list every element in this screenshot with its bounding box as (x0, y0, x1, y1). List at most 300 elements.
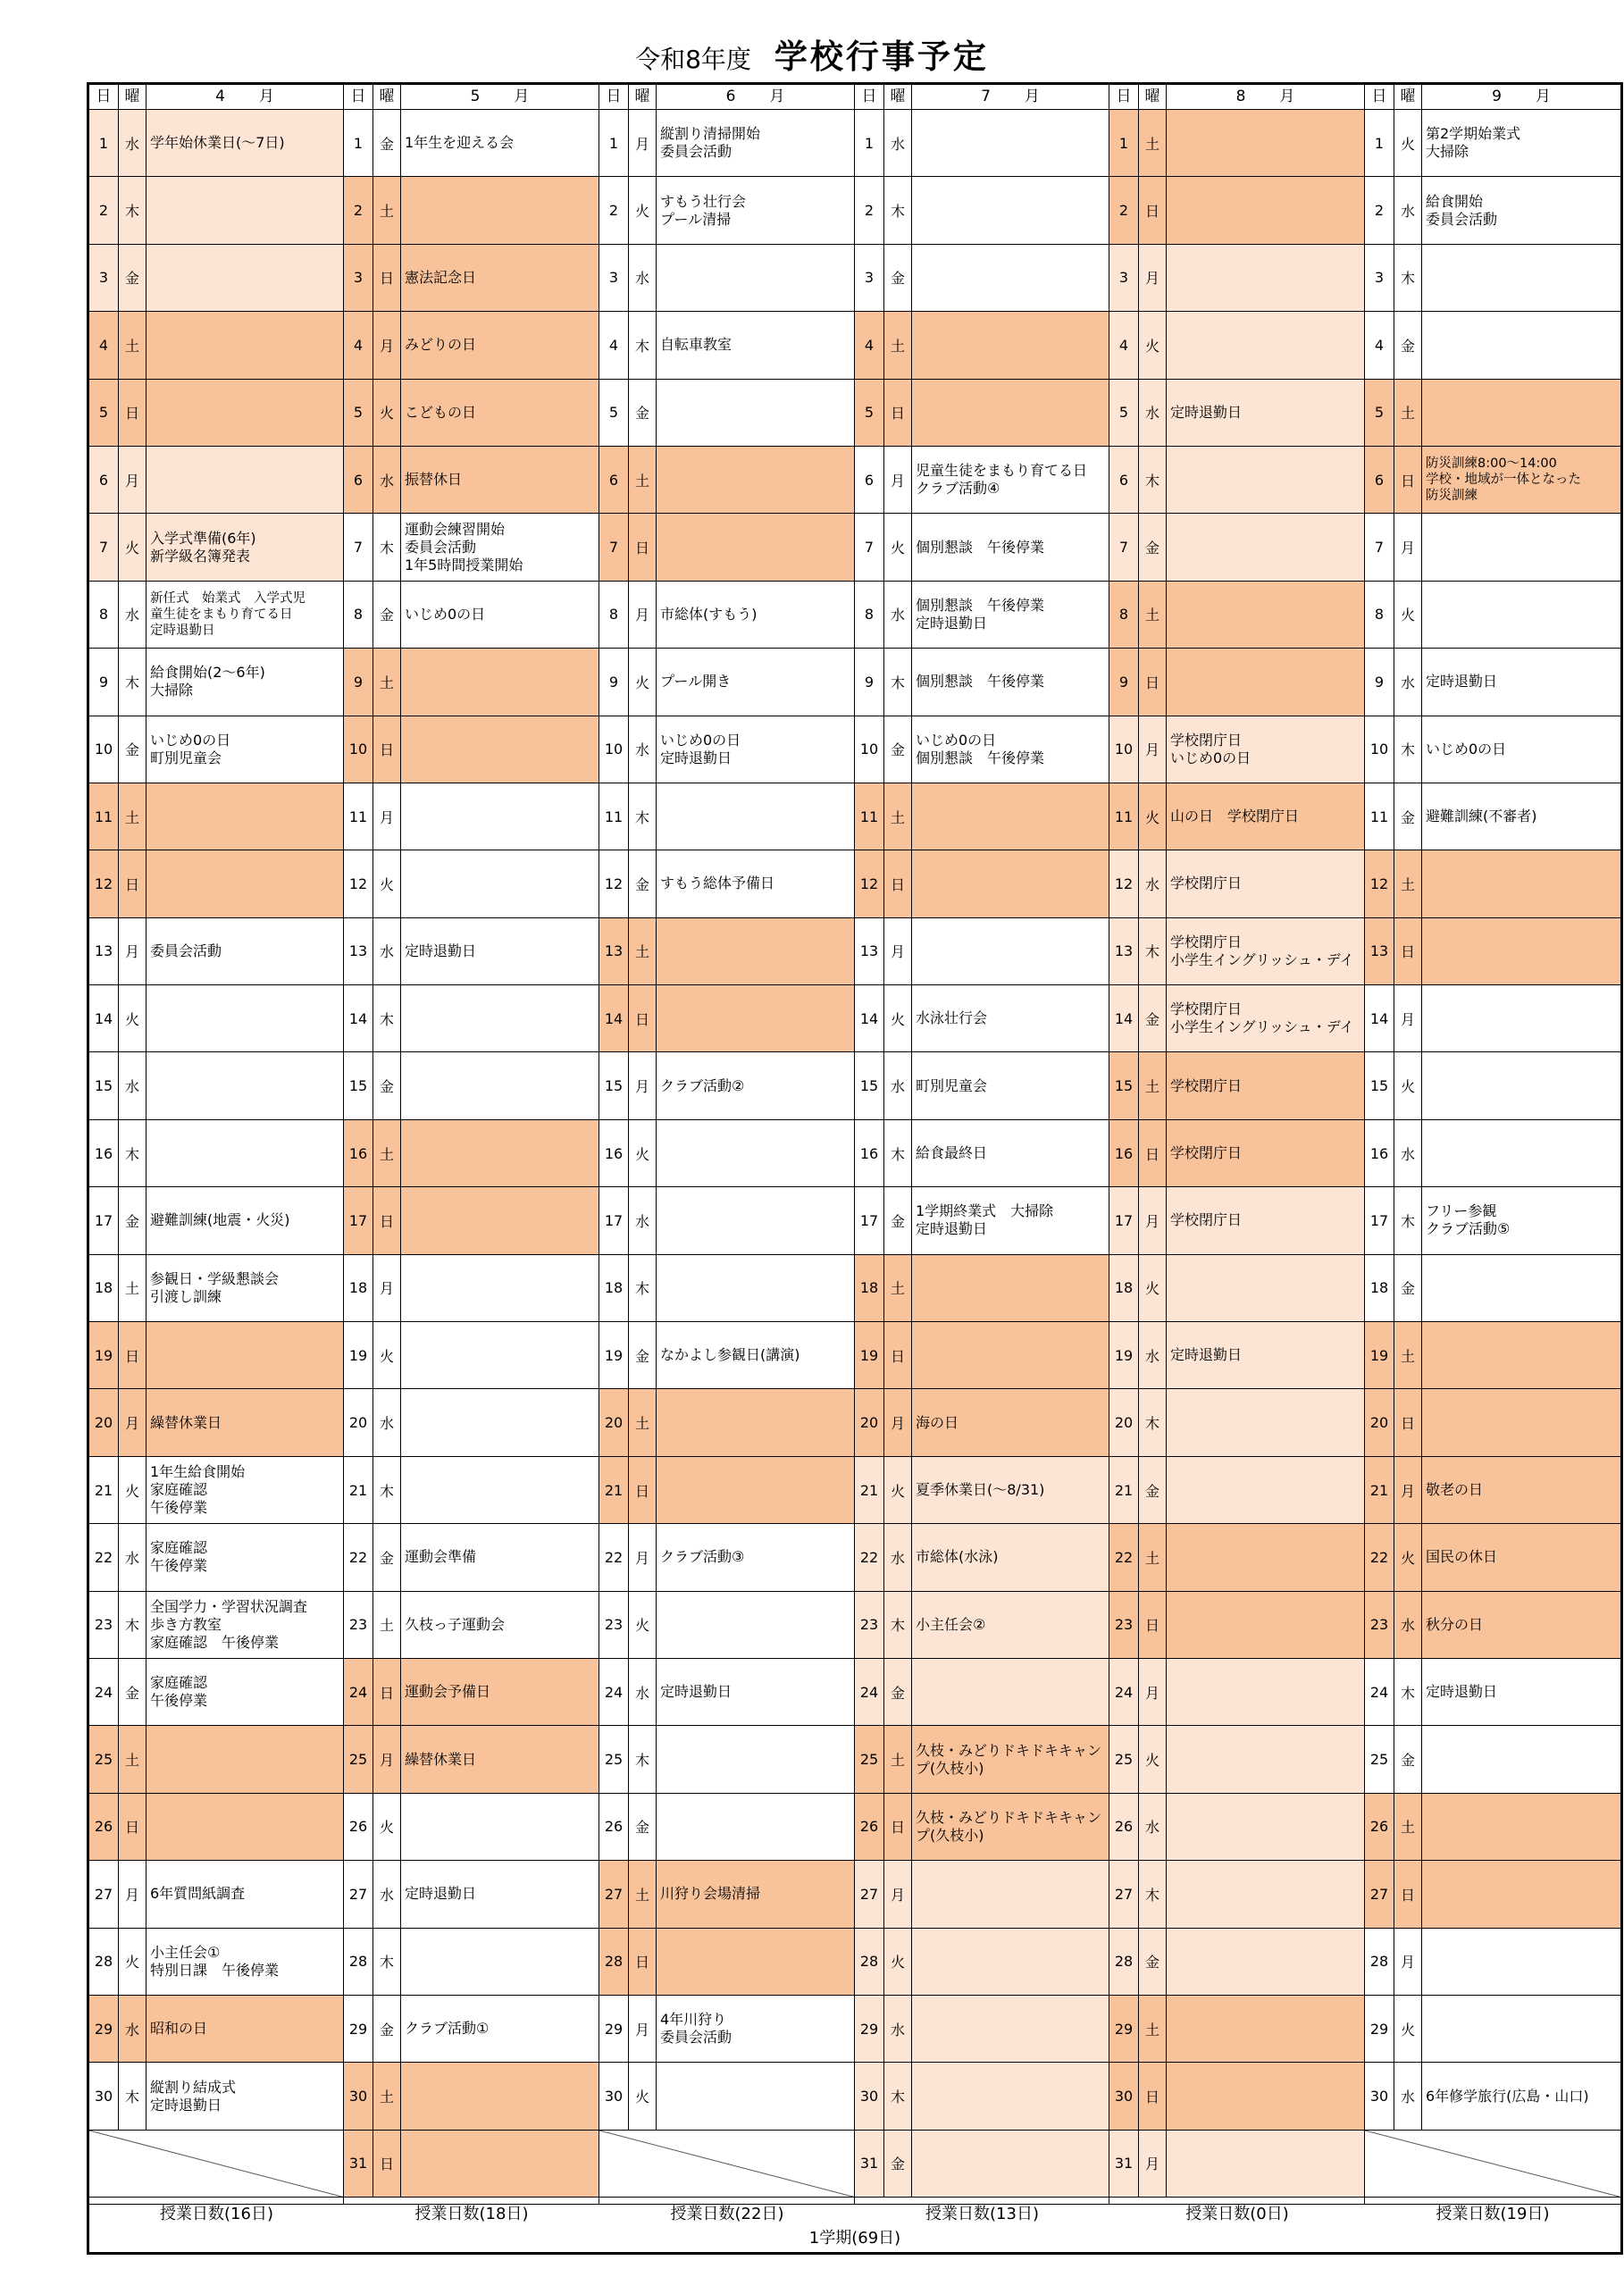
weekday: 土 (1139, 110, 1167, 176)
weekday: 火 (884, 985, 912, 1051)
day-number: 31 (855, 2131, 884, 2197)
day-number: 4 (344, 312, 373, 378)
event-text: 入学式準備(6年) 新学級名簿発表 (150, 529, 256, 565)
event-text: いじめ0の日 (1426, 740, 1507, 758)
day-row (855, 380, 1109, 447)
weekday: 水 (1394, 1592, 1422, 1658)
day-number: 31 (1109, 2131, 1139, 2197)
day-row (855, 177, 1109, 244)
event-text: プール開き (660, 673, 732, 691)
event-text (657, 1457, 854, 1523)
event-text (401, 1457, 599, 1523)
month-header (855, 85, 1109, 110)
day-row (344, 783, 599, 850)
event-text: 個別懇談 午後停業 定時退勤日 (916, 596, 1045, 632)
weekday: 木 (884, 1120, 912, 1186)
event-text: 久枝・みどりドキドキキャン プ(久枝小) (916, 1808, 1102, 1844)
weekday: 日 (1139, 1592, 1167, 1658)
day-row (599, 2063, 854, 2130)
event-text: 市総体(すもう) (660, 605, 758, 623)
day-row (344, 582, 599, 649)
weekday: 火 (373, 1794, 401, 1860)
event-text (912, 1255, 1109, 1321)
month-header (599, 85, 854, 110)
weekday: 月 (1139, 245, 1167, 311)
day-number: 16 (855, 1120, 884, 1186)
day-number: 21 (89, 1457, 119, 1523)
weekday: 日 (1394, 1389, 1422, 1455)
weekday: 日 (373, 2131, 401, 2197)
day-row (1109, 1794, 1364, 1861)
event-text: 新任式 始業式 入学式児 童生徒をまもり育てる日 定時退勤日 (150, 590, 306, 638)
day-number: 11 (1365, 783, 1394, 850)
day-row (1365, 177, 1620, 244)
day-number: 3 (1365, 245, 1394, 311)
day-number: 21 (1365, 1457, 1394, 1523)
fiscal-year: 令和8年度 (635, 45, 751, 74)
day-row (855, 447, 1109, 514)
day-number: 6 (599, 447, 629, 513)
day-number: 30 (1109, 2063, 1139, 2129)
day-number: 24 (344, 1659, 373, 1725)
day-number: 2 (1365, 177, 1394, 243)
day-row (1109, 447, 1364, 514)
weekday: 土 (119, 1255, 146, 1321)
event-text: 1年生を迎える会 (405, 134, 515, 152)
weekday: 金 (629, 850, 657, 917)
event-text: 繰替休業日 (405, 1750, 477, 1768)
month-column (855, 85, 1109, 2204)
day-number: 16 (344, 1120, 373, 1186)
day-row (344, 1996, 599, 2063)
day-number: 15 (1365, 1052, 1394, 1118)
weekday: 土 (1394, 1322, 1422, 1388)
day-row (1365, 1726, 1620, 1793)
day-row (89, 1524, 343, 1591)
day-row (344, 1929, 599, 1996)
event-text (912, 245, 1109, 311)
day-row (89, 1929, 343, 1996)
day-number: 2 (599, 177, 629, 243)
event-text: クラブ活動② (660, 1076, 745, 1094)
day-number: 25 (855, 1726, 884, 1792)
weekday: 日 (1139, 177, 1167, 243)
weekday-header: 曜 (629, 85, 657, 109)
day-number: 6 (89, 447, 119, 513)
event-text (1167, 110, 1364, 176)
event-text (146, 380, 343, 446)
day-number: 20 (1365, 1389, 1394, 1455)
weekday: 土 (629, 1389, 657, 1455)
event-text (912, 1322, 1109, 1388)
event-text: 定時退勤日 (1170, 1346, 1243, 1364)
day-row (599, 1659, 854, 1726)
weekday: 金 (373, 1052, 401, 1118)
event-text (1167, 649, 1364, 715)
event-text (401, 850, 599, 917)
day-row (1109, 582, 1364, 649)
event-text: みどりの日 (405, 336, 477, 354)
weekday: 水 (1139, 1794, 1167, 1860)
day-row (599, 1052, 854, 1119)
day-row (1109, 1120, 1364, 1187)
weekday: 日 (884, 1794, 912, 1860)
event-text (912, 2131, 1109, 2197)
day-row (599, 1996, 854, 2063)
weekday: 木 (1139, 918, 1167, 984)
day-row (1365, 1255, 1620, 1322)
event-text (912, 918, 1109, 984)
weekday: 金 (884, 1187, 912, 1253)
day-number: 14 (1109, 985, 1139, 1051)
day-row (1109, 1929, 1364, 1996)
unused-day-cell (89, 2131, 343, 2198)
day-number: 29 (89, 1996, 119, 2062)
day-number: 14 (1365, 985, 1394, 1051)
weekday: 水 (1394, 177, 1422, 243)
event-text (1167, 1255, 1364, 1321)
weekday: 日 (1394, 1861, 1422, 1927)
weekday: 日 (629, 1457, 657, 1523)
event-text (657, 783, 854, 850)
day-number: 19 (855, 1322, 884, 1388)
day-row (89, 312, 343, 379)
day-number: 29 (1365, 1996, 1394, 2062)
weekday: 土 (1139, 1052, 1167, 1118)
day-row (1365, 245, 1620, 312)
event-text (146, 850, 343, 917)
day-header: 日 (855, 85, 884, 109)
weekday: 月 (884, 918, 912, 984)
day-row (599, 1120, 854, 1187)
event-text: 市総体(水泳) (916, 1548, 999, 1566)
event-text (401, 783, 599, 850)
day-number: 24 (599, 1659, 629, 1725)
weekday: 水 (119, 1052, 146, 1118)
day-row (855, 1255, 1109, 1322)
day-row (1365, 1592, 1620, 1659)
day-row (344, 1861, 599, 1928)
event-text (1167, 1389, 1364, 1455)
weekday: 火 (629, 1592, 657, 1658)
event-text: 学校閉庁日 (1170, 1144, 1243, 1162)
event-text: 学年始休業日(～7日) (150, 134, 285, 152)
event-text: 給食最終日 (916, 1144, 988, 1162)
weekday: 土 (1139, 1996, 1167, 2062)
month-header (344, 85, 599, 110)
day-number: 3 (599, 245, 629, 311)
weekday: 火 (884, 1457, 912, 1523)
day-row (1109, 312, 1364, 379)
event-text (1422, 918, 1620, 984)
day-row (1365, 1187, 1620, 1254)
event-text: 1年生給食開始 家庭確認 午後停業 (150, 1463, 246, 1516)
day-number: 10 (855, 716, 884, 783)
day-number: 18 (855, 1255, 884, 1321)
day-number: 1 (855, 110, 884, 176)
day-header: 日 (1365, 85, 1394, 109)
weekday: 木 (884, 2063, 912, 2129)
day-row (1109, 1052, 1364, 1119)
day-row (1365, 1929, 1620, 1996)
day-row (599, 1322, 854, 1389)
day-row (89, 716, 343, 783)
unused-day-cell (1365, 2131, 1620, 2198)
event-text (912, 1659, 1109, 1725)
event-text (146, 1726, 343, 1792)
event-text: 運動会準備 (405, 1548, 477, 1566)
weekday-header: 曜 (119, 85, 146, 109)
day-number: 5 (1109, 380, 1139, 446)
weekday: 木 (884, 649, 912, 715)
day-number: 23 (599, 1592, 629, 1658)
month-header (89, 85, 343, 110)
weekday: 木 (1394, 716, 1422, 783)
day-number: 28 (855, 1929, 884, 1995)
day-number: 6 (344, 447, 373, 513)
event-text (657, 1120, 854, 1186)
event-text: 学校閉庁日 (1170, 1076, 1243, 1094)
class-days-footer (87, 2201, 1623, 2255)
day-number: 11 (1109, 783, 1139, 850)
day-row (1109, 1592, 1364, 1659)
day-row (855, 514, 1109, 581)
day-row (855, 312, 1109, 379)
day-row (1365, 649, 1620, 716)
event-text (912, 850, 1109, 917)
day-row (599, 783, 854, 850)
day-number: 21 (855, 1457, 884, 1523)
weekday: 水 (1394, 2063, 1422, 2129)
day-row (599, 1726, 854, 1793)
day-number: 12 (855, 850, 884, 917)
day-row (855, 1659, 1109, 1726)
event-text (912, 1861, 1109, 1927)
day-number: 22 (599, 1524, 629, 1590)
weekday: 水 (119, 1996, 146, 2062)
weekday: 木 (373, 1457, 401, 1523)
weekday: 月 (629, 1524, 657, 1590)
event-text (146, 245, 343, 311)
event-text: 個別懇談 午後停業 (916, 538, 1045, 556)
day-number: 13 (855, 918, 884, 984)
weekday: 月 (629, 1996, 657, 2062)
weekday: 金 (1139, 514, 1167, 580)
day-row (344, 1659, 599, 1726)
event-text (1422, 1861, 1620, 1927)
event-text (1422, 1726, 1620, 1792)
weekday: 水 (884, 1996, 912, 2062)
event-text: 4年川狩り 委員会活動 (660, 2011, 732, 2047)
event-text (1167, 582, 1364, 648)
event-text: 避難訓練(地震・火災) (150, 1211, 290, 1229)
weekday: 水 (119, 582, 146, 648)
event-text (1422, 1996, 1620, 2062)
day-number: 27 (1109, 1861, 1139, 1927)
weekday: 日 (119, 850, 146, 917)
day-number: 19 (1109, 1322, 1139, 1388)
day-row (89, 1120, 343, 1187)
event-text: 6年修学旅行(広島・山口) (1426, 2087, 1589, 2105)
event-text (912, 2063, 1109, 2129)
day-number: 15 (344, 1052, 373, 1118)
weekday: 日 (373, 245, 401, 311)
day-row (855, 649, 1109, 716)
day-number: 14 (344, 985, 373, 1051)
day-row (1365, 783, 1620, 850)
event-text (1167, 447, 1364, 513)
event-text (912, 110, 1109, 176)
weekday: 水 (1394, 649, 1422, 715)
day-number: 9 (599, 649, 629, 715)
day-number: 25 (599, 1726, 629, 1792)
weekday: 金 (1394, 783, 1422, 850)
event-text: 夏季休業日(～8/31) (916, 1481, 1045, 1498)
day-number: 23 (1365, 1592, 1394, 1658)
day-number: 12 (1365, 850, 1394, 917)
event-text (1422, 1389, 1620, 1455)
day-number: 4 (1109, 312, 1139, 378)
day-row (89, 1794, 343, 1861)
weekday: 金 (119, 1187, 146, 1253)
day-number: 17 (344, 1187, 373, 1253)
day-number: 14 (599, 985, 629, 1051)
day-number: 20 (599, 1389, 629, 1455)
event-text (912, 312, 1109, 378)
day-row (599, 1592, 854, 1659)
day-row (599, 985, 854, 1052)
day-number: 12 (89, 850, 119, 917)
event-text: クラブ活動① (405, 2020, 490, 2038)
day-number: 27 (89, 1861, 119, 1927)
weekday: 木 (373, 985, 401, 1051)
weekday: 金 (119, 716, 146, 783)
event-text: 学校閉庁日 いじめ0の日 (1170, 731, 1251, 766)
day-row (89, 177, 343, 244)
weekday: 火 (884, 514, 912, 580)
event-text: 秋分の日 (1426, 1615, 1484, 1633)
weekday: 日 (373, 716, 401, 783)
day-row (1109, 514, 1364, 581)
day-number: 10 (89, 716, 119, 783)
weekday: 土 (373, 1592, 401, 1658)
event-text: 運動会練習開始 委員会活動 1年5時間授業開始 (405, 520, 523, 574)
day-row (599, 918, 854, 985)
weekday: 水 (629, 1659, 657, 1725)
day-number: 2 (89, 177, 119, 243)
day-row (1365, 1996, 1620, 2063)
day-row (1109, 110, 1364, 177)
day-row (344, 1052, 599, 1119)
day-row (1109, 1726, 1364, 1793)
weekday: 水 (373, 447, 401, 513)
weekday: 火 (1139, 1726, 1167, 1792)
weekday: 土 (884, 312, 912, 378)
class-days-count: 授業日数(22日) (670, 2205, 784, 2223)
event-text: 学校閉庁日 (1170, 875, 1243, 892)
day-number: 18 (599, 1255, 629, 1321)
day-number: 24 (1109, 1659, 1139, 1725)
weekday: 木 (119, 649, 146, 715)
day-row (1365, 1052, 1620, 1119)
day-number: 22 (89, 1524, 119, 1590)
month-column (1365, 85, 1620, 2204)
event-text: 学校閉庁日 小学生イングリッシュ・デイ (1170, 1000, 1354, 1036)
event-text: 給食開始 委員会活動 (1426, 192, 1498, 228)
weekday: 水 (884, 582, 912, 648)
event-text (1167, 1592, 1364, 1658)
weekday: 火 (119, 1457, 146, 1523)
event-text: いじめ0の日 (405, 605, 486, 623)
weekday: 金 (1139, 985, 1167, 1051)
event-text (146, 1120, 343, 1186)
event-text: 水泳壮行会 (916, 1009, 988, 1027)
weekday: 月 (1394, 1929, 1422, 1995)
day-row (599, 582, 854, 649)
day-row (599, 1929, 854, 1996)
weekday: 土 (1394, 380, 1422, 446)
day-row (1365, 514, 1620, 581)
event-text: 委員会活動 (150, 942, 222, 959)
event-text (1422, 582, 1620, 648)
weekday-header: 曜 (1139, 85, 1167, 109)
day-number: 19 (344, 1322, 373, 1388)
event-text (1167, 1996, 1364, 2062)
event-text (1422, 1255, 1620, 1321)
event-text (657, 514, 854, 580)
event-text: なかよし参観日(講演) (660, 1346, 800, 1364)
day-number: 9 (1109, 649, 1139, 715)
day-row (89, 649, 343, 716)
event-text: 防災訓練8:00～14:00 学校・地域が一体となった 防災訓練 (1426, 456, 1581, 504)
event-text (146, 1052, 343, 1118)
weekday: 日 (1139, 2063, 1167, 2129)
day-number: 23 (1109, 1592, 1139, 1658)
weekday: 水 (119, 1524, 146, 1590)
day-row (599, 1187, 854, 1254)
day-number: 12 (1109, 850, 1139, 917)
day-row (599, 1524, 854, 1591)
day-number: 18 (1109, 1255, 1139, 1321)
weekday: 木 (629, 783, 657, 850)
day-row (89, 582, 343, 649)
weekday: 日 (119, 380, 146, 446)
event-text (657, 985, 854, 1051)
day-row (1365, 1322, 1620, 1389)
term-total: 1学期(69日) (808, 2229, 901, 2248)
event-text: いじめ0の日 定時退勤日 (660, 731, 741, 766)
weekday: 金 (119, 1659, 146, 1725)
weekday: 土 (119, 312, 146, 378)
day-number: 26 (1109, 1794, 1139, 1860)
event-text (1422, 850, 1620, 917)
weekday: 月 (119, 447, 146, 513)
weekday: 日 (629, 514, 657, 580)
event-text (146, 783, 343, 850)
event-text: 憲法記念日 (405, 268, 477, 286)
day-number: 28 (1365, 1929, 1394, 1995)
event-text (1422, 1322, 1620, 1388)
day-number: 8 (1109, 582, 1139, 648)
weekday: 水 (373, 918, 401, 984)
day-number: 5 (599, 380, 629, 446)
day-row (599, 649, 854, 716)
day-number: 23 (89, 1592, 119, 1658)
day-row (855, 1457, 1109, 1524)
day-row (855, 2063, 1109, 2130)
day-row (1109, 1457, 1364, 1524)
day-row (1365, 985, 1620, 1052)
